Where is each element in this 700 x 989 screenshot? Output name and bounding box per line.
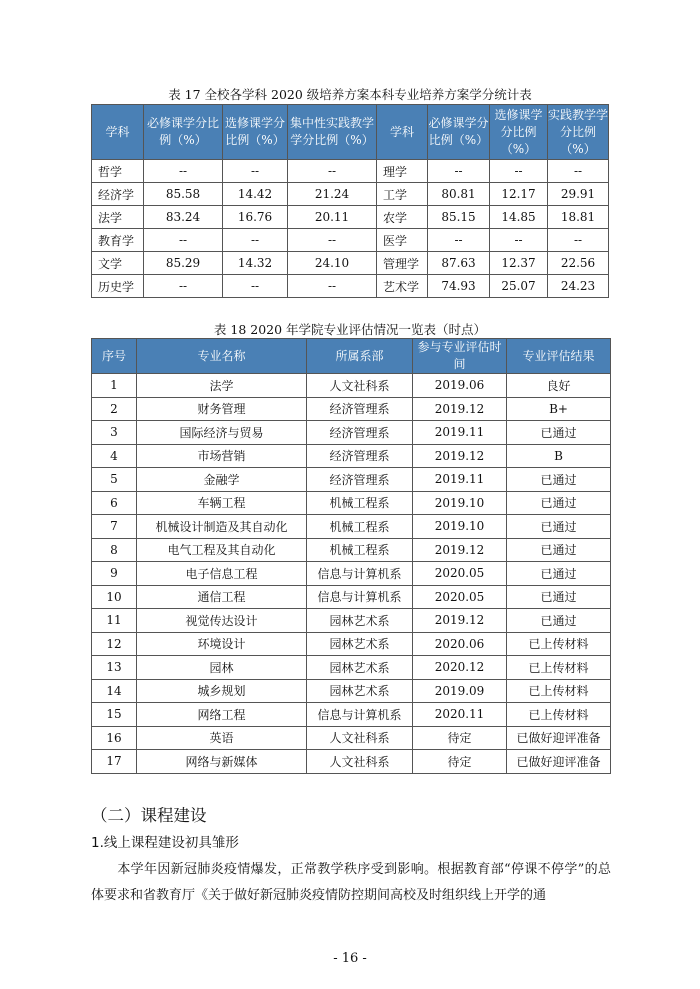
table18-row <box>92 491 611 515</box>
table17-header-cell: 选修课学分比例（%） <box>223 105 288 160</box>
table18-cell: 已通过 <box>507 491 611 515</box>
table18-cell: 13 <box>92 656 137 680</box>
table18-cell: 4 <box>92 444 137 468</box>
table17-cell: 工学 <box>377 183 428 206</box>
table18-row <box>92 609 611 633</box>
table18-cell: 车辆工程 <box>137 491 307 515</box>
table17-cell: 80.81 <box>428 183 490 206</box>
table18-cell: 6 <box>92 491 137 515</box>
table18-cell: 国际经济与贸易 <box>137 421 307 445</box>
table17-caption: 表 17 全校各学科 2020 级培养方案本科专业培养方案学分统计表 <box>168 87 532 102</box>
table18-cell: 电子信息工程 <box>137 562 307 586</box>
table18-cell: 已通过 <box>507 609 611 633</box>
table17-header-cell: 集中性实践教学学分比例（%） <box>288 105 377 160</box>
table17-row <box>92 275 609 298</box>
table18-header-cell: 序号 <box>92 339 137 374</box>
table17-cell: -- <box>490 229 548 252</box>
table18-cell: 1 <box>92 374 137 398</box>
table18-cell: 2019.11 <box>413 468 507 492</box>
table18-cell: 2020.12 <box>413 656 507 680</box>
table18-row <box>92 703 611 727</box>
table18-cell: 2019.10 <box>413 491 507 515</box>
table17-cell: -- <box>490 160 548 183</box>
table18-cell: 2020.11 <box>413 703 507 727</box>
table18-header-row <box>92 339 611 374</box>
table18-row <box>92 421 611 445</box>
table17-cell: 24.23 <box>548 275 609 298</box>
table18-cell: 经济管理系 <box>307 468 413 492</box>
table17-row <box>92 206 609 229</box>
table17-header-cell: 必修课学分比例（%） <box>144 105 223 160</box>
table17-cell: -- <box>223 229 288 252</box>
table18-row <box>92 750 611 774</box>
table17-row <box>92 252 609 275</box>
table17-cell: 艺术学 <box>377 275 428 298</box>
table17-cell: 12.37 <box>490 252 548 275</box>
table18-cell: 机械工程系 <box>307 515 413 539</box>
table18-cell: 已通过 <box>507 421 611 445</box>
table18-row <box>92 374 611 398</box>
table18-cell: 信息与计算机系 <box>307 585 413 609</box>
table17-cell: 法学 <box>92 206 144 229</box>
table18-cell: 法学 <box>137 374 307 398</box>
table18-cell: B+ <box>507 397 611 421</box>
table18-header-cell: 专业名称 <box>137 339 307 374</box>
table18-cell: 信息与计算机系 <box>307 562 413 586</box>
table17-cell: -- <box>428 229 490 252</box>
table18-cell: 5 <box>92 468 137 492</box>
table17 <box>91 104 609 298</box>
table18-cell: 已做好迎评准备 <box>507 750 611 774</box>
table18-cell: 已通过 <box>507 468 611 492</box>
table17-cell: 18.81 <box>548 206 609 229</box>
table18-cell: 机械工程系 <box>307 538 413 562</box>
table17-cell: -- <box>548 160 609 183</box>
table18-cell: 2020.05 <box>413 562 507 586</box>
table18-row <box>92 585 611 609</box>
table18-cell: 2019.10 <box>413 515 507 539</box>
table18-cell: 人文社科系 <box>307 750 413 774</box>
body-paragraph <box>91 857 611 909</box>
table18-cell: 11 <box>92 609 137 633</box>
table18-cell: 16 <box>92 726 137 750</box>
table18-cell: 市场营销 <box>137 444 307 468</box>
table18-cell: 3 <box>92 421 137 445</box>
table17-cell: -- <box>288 160 377 183</box>
table18-cell: 2019.12 <box>413 538 507 562</box>
table18-cell: 8 <box>92 538 137 562</box>
body-paragraph-text: 本学年因新冠肺炎疫情爆发，正常教学秩序受到影响。根据教育部“停课不停学”的总体要求和省教育厅《关于做好新冠肺炎疫情防控期间高校及时组织线上开学的通 <box>91 862 611 903</box>
table18-cell: 2019.12 <box>413 444 507 468</box>
table17-cell: 20.11 <box>288 206 377 229</box>
table18-cell: 金融学 <box>137 468 307 492</box>
table17-header-cell: 选修课学分比例（%） <box>490 105 548 160</box>
table18-cell: 7 <box>92 515 137 539</box>
table18-cell: 城乡规划 <box>137 679 307 703</box>
table18-cell: 英语 <box>137 726 307 750</box>
table17-cell: 理学 <box>377 160 428 183</box>
table17-cell: 管理学 <box>377 252 428 275</box>
table17-row <box>92 160 609 183</box>
table18-cell: 经济管理系 <box>307 397 413 421</box>
table17-header-cell: 学科 <box>92 105 144 160</box>
table17-cell: -- <box>144 229 223 252</box>
table18-cell: 已做好迎评准备 <box>507 726 611 750</box>
table18 <box>91 338 611 774</box>
table17-cell: 14.42 <box>223 183 288 206</box>
table18-row <box>92 515 611 539</box>
table17-header-row <box>92 105 609 160</box>
table18-row <box>92 726 611 750</box>
table17-cell: -- <box>428 160 490 183</box>
table18-cell: 园林艺术系 <box>307 609 413 633</box>
table17-cell: 14.32 <box>223 252 288 275</box>
table18-caption: 表 18 2020 年学院专业评估情况一览表（时点） <box>213 322 487 337</box>
table17-cell: 教育学 <box>92 229 144 252</box>
table18-cell: 已上传材料 <box>507 632 611 656</box>
table17-cell: -- <box>223 160 288 183</box>
table18-cell: 9 <box>92 562 137 586</box>
table18-cell: 财务管理 <box>137 397 307 421</box>
table17-cell: -- <box>288 229 377 252</box>
table18-cell: 园林艺术系 <box>307 679 413 703</box>
table17-cell: 25.07 <box>490 275 548 298</box>
table17-cell: 87.63 <box>428 252 490 275</box>
table17-cell: 83.24 <box>144 206 223 229</box>
table18-cell: 2019.12 <box>413 609 507 633</box>
table18-cell: 经济管理系 <box>307 421 413 445</box>
table18-row <box>92 562 611 586</box>
table17-cell: 74.93 <box>428 275 490 298</box>
page-number: - 16 - <box>333 951 367 966</box>
table18-cell: 园林艺术系 <box>307 656 413 680</box>
table18-cell: 机械设计制造及其自动化 <box>137 515 307 539</box>
table18-cell: 17 <box>92 750 137 774</box>
table18-cell: 14 <box>92 679 137 703</box>
table18-cell: 待定 <box>413 726 507 750</box>
table17-cell: 历史学 <box>92 275 144 298</box>
table18-cell: 园林 <box>137 656 307 680</box>
table17-cell: 农学 <box>377 206 428 229</box>
table18-cell: B <box>507 444 611 468</box>
table18-cell: 环境设计 <box>137 632 307 656</box>
table18-cell: 2019.06 <box>413 374 507 398</box>
table18-row <box>92 656 611 680</box>
table17-cell: -- <box>144 275 223 298</box>
table17-cell: 16.76 <box>223 206 288 229</box>
table18-cell: 已通过 <box>507 585 611 609</box>
table18-cell: 视觉传达设计 <box>137 609 307 633</box>
table18-header-cell: 所属系部 <box>307 339 413 374</box>
table17-cell: 12.17 <box>490 183 548 206</box>
table18-row <box>92 444 611 468</box>
table18-cell: 待定 <box>413 750 507 774</box>
section-subheading: 1.线上课程建设初具雏形 <box>91 835 239 851</box>
table17-header-cell: 实践教学学分比例（%） <box>548 105 609 160</box>
table18-cell: 通信工程 <box>137 585 307 609</box>
section-heading: （二）课程建设 <box>91 806 207 825</box>
table17-cell: 医学 <box>377 229 428 252</box>
table17-header-cell: 必修课学分比例（%） <box>428 105 490 160</box>
table18-cell: 良好 <box>507 374 611 398</box>
table17-cell: 29.91 <box>548 183 609 206</box>
table17-cell: -- <box>223 275 288 298</box>
table17-cell: 14.85 <box>490 206 548 229</box>
table18-cell: 人文社科系 <box>307 726 413 750</box>
table18-cell: 已通过 <box>507 562 611 586</box>
table18-cell: 2019.09 <box>413 679 507 703</box>
table18-cell: 人文社科系 <box>307 374 413 398</box>
table17-row <box>92 229 609 252</box>
table18-cell: 机械工程系 <box>307 491 413 515</box>
table18-header-cell: 参与专业评估时间 <box>413 339 507 374</box>
table17-row <box>92 183 609 206</box>
table18-cell: 已通过 <box>507 538 611 562</box>
table18-cell: 园林艺术系 <box>307 632 413 656</box>
table17-cell: 85.58 <box>144 183 223 206</box>
table18-cell: 已通过 <box>507 515 611 539</box>
table18-cell: 经济管理系 <box>307 444 413 468</box>
table18-cell: 网络工程 <box>137 703 307 727</box>
table18-row <box>92 538 611 562</box>
table17-cell: -- <box>144 160 223 183</box>
table18-cell: 12 <box>92 632 137 656</box>
table18-cell: 15 <box>92 703 137 727</box>
table18-cell: 已上传材料 <box>507 679 611 703</box>
table17-cell: 85.15 <box>428 206 490 229</box>
table18-header-cell: 专业评估结果 <box>507 339 611 374</box>
table18-cell: 已上传材料 <box>507 703 611 727</box>
table17-cell: 哲学 <box>92 160 144 183</box>
table18-cell: 信息与计算机系 <box>307 703 413 727</box>
table17-cell: 文学 <box>92 252 144 275</box>
table18-row <box>92 468 611 492</box>
table18-row <box>92 397 611 421</box>
table18-cell: 2019.12 <box>413 397 507 421</box>
table18-cell: 2019.11 <box>413 421 507 445</box>
table17-cell: 85.29 <box>144 252 223 275</box>
table17-cell: 24.10 <box>288 252 377 275</box>
table17-cell: 22.56 <box>548 252 609 275</box>
table17-cell: 经济学 <box>92 183 144 206</box>
table18-row <box>92 632 611 656</box>
table18-cell: 电气工程及其自动化 <box>137 538 307 562</box>
table17-header-cell: 学科 <box>377 105 428 160</box>
table18-cell: 已上传材料 <box>507 656 611 680</box>
table18-cell: 2020.06 <box>413 632 507 656</box>
table18-cell: 网络与新媒体 <box>137 750 307 774</box>
table18-row <box>92 679 611 703</box>
table17-cell: 21.24 <box>288 183 377 206</box>
table17-cell: -- <box>288 275 377 298</box>
table18-cell: 2020.05 <box>413 585 507 609</box>
table18-cell: 2 <box>92 397 137 421</box>
table18-cell: 10 <box>92 585 137 609</box>
table17-cell: -- <box>548 229 609 252</box>
